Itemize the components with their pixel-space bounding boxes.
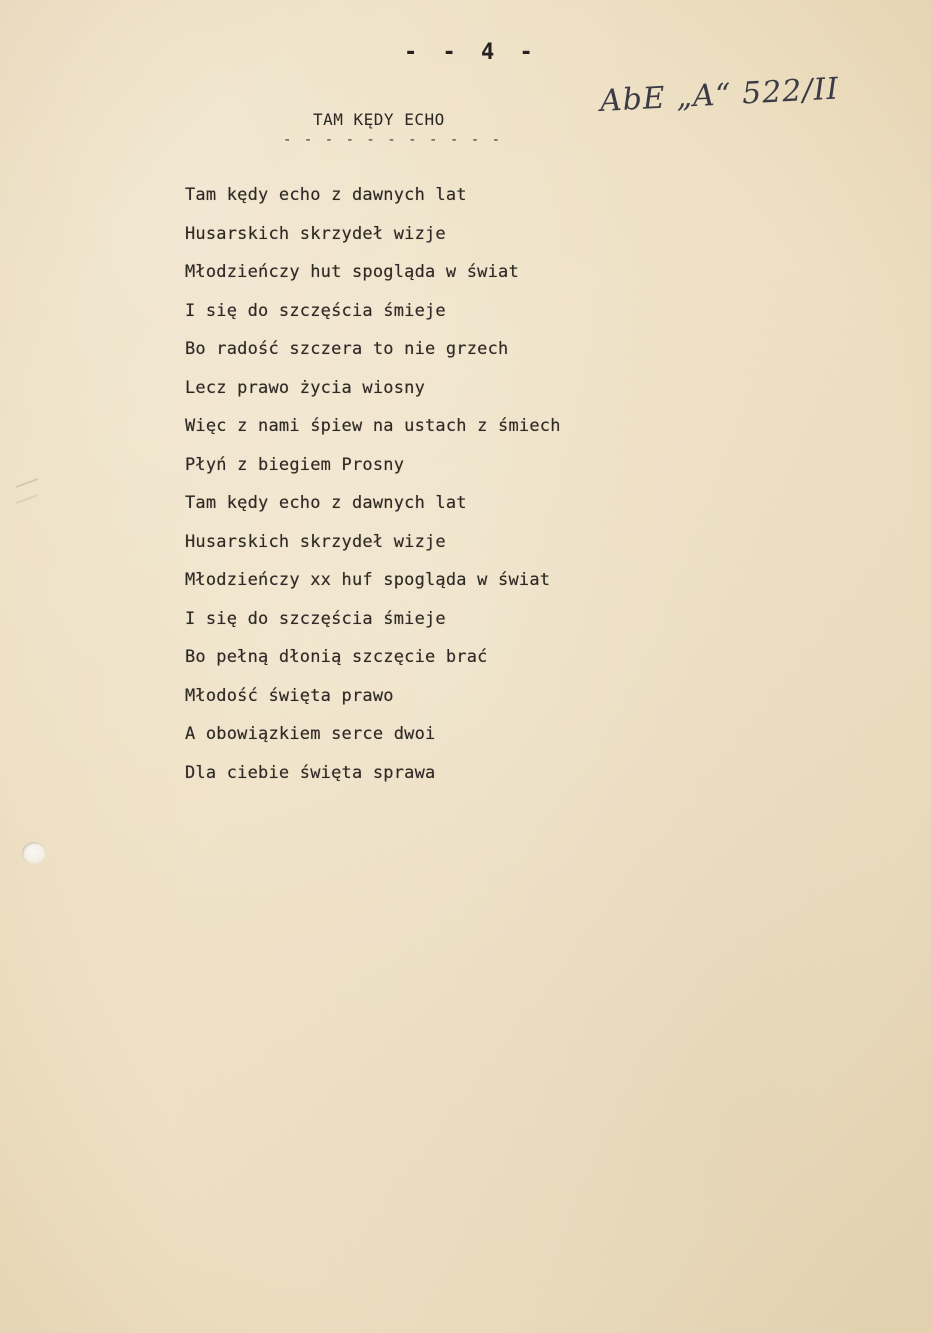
verse-line: Bo pełną dłonią szczęcie brać [185, 647, 488, 667]
verse-line: Więc z nami śpiew na ustach z śmiech [185, 416, 561, 436]
poem-verses [185, 176, 561, 792]
poem-title: TAM KĘDY ECHO [313, 110, 445, 129]
verse-line: Bo radość szczera to nie grzech [185, 339, 509, 359]
verse-line: Lecz prawo życia wiosny [185, 377, 426, 398]
punch-hole [22, 842, 46, 864]
verse-line: Husarskich skrzydeł wizje [185, 223, 446, 244]
paper-edge-mark [16, 478, 38, 504]
archive-signature: AbE „A“ 522/II [599, 71, 841, 119]
page-number: - - 4 - [404, 40, 539, 65]
verse-line: Dla ciebie święta sprawa [185, 762, 436, 783]
verse-line: Młodzieńczy xx huf spogląda w świat [185, 570, 551, 590]
verse-line: Młodzieńczy hut spogląda w świat [185, 262, 519, 282]
verse-line: Husarskich skrzydeł wizje [185, 531, 446, 552]
verse-line: Płyń z biegiem Prosny [185, 454, 405, 475]
verse-line: Tam kędy echo z dawnych lat [185, 493, 467, 513]
verse-line: I się do szczęścia śmieje [185, 608, 446, 629]
verse-line: Tam kędy echo z dawnych lat [185, 185, 467, 205]
verse-line: A obowiązkiem serce dwoi [185, 724, 436, 744]
verse-line: I się do szczęścia śmieje [185, 300, 446, 321]
title-underline: - - - - - - - - - - - [283, 132, 503, 148]
verse-line: Młodość święta prawo [185, 685, 394, 706]
